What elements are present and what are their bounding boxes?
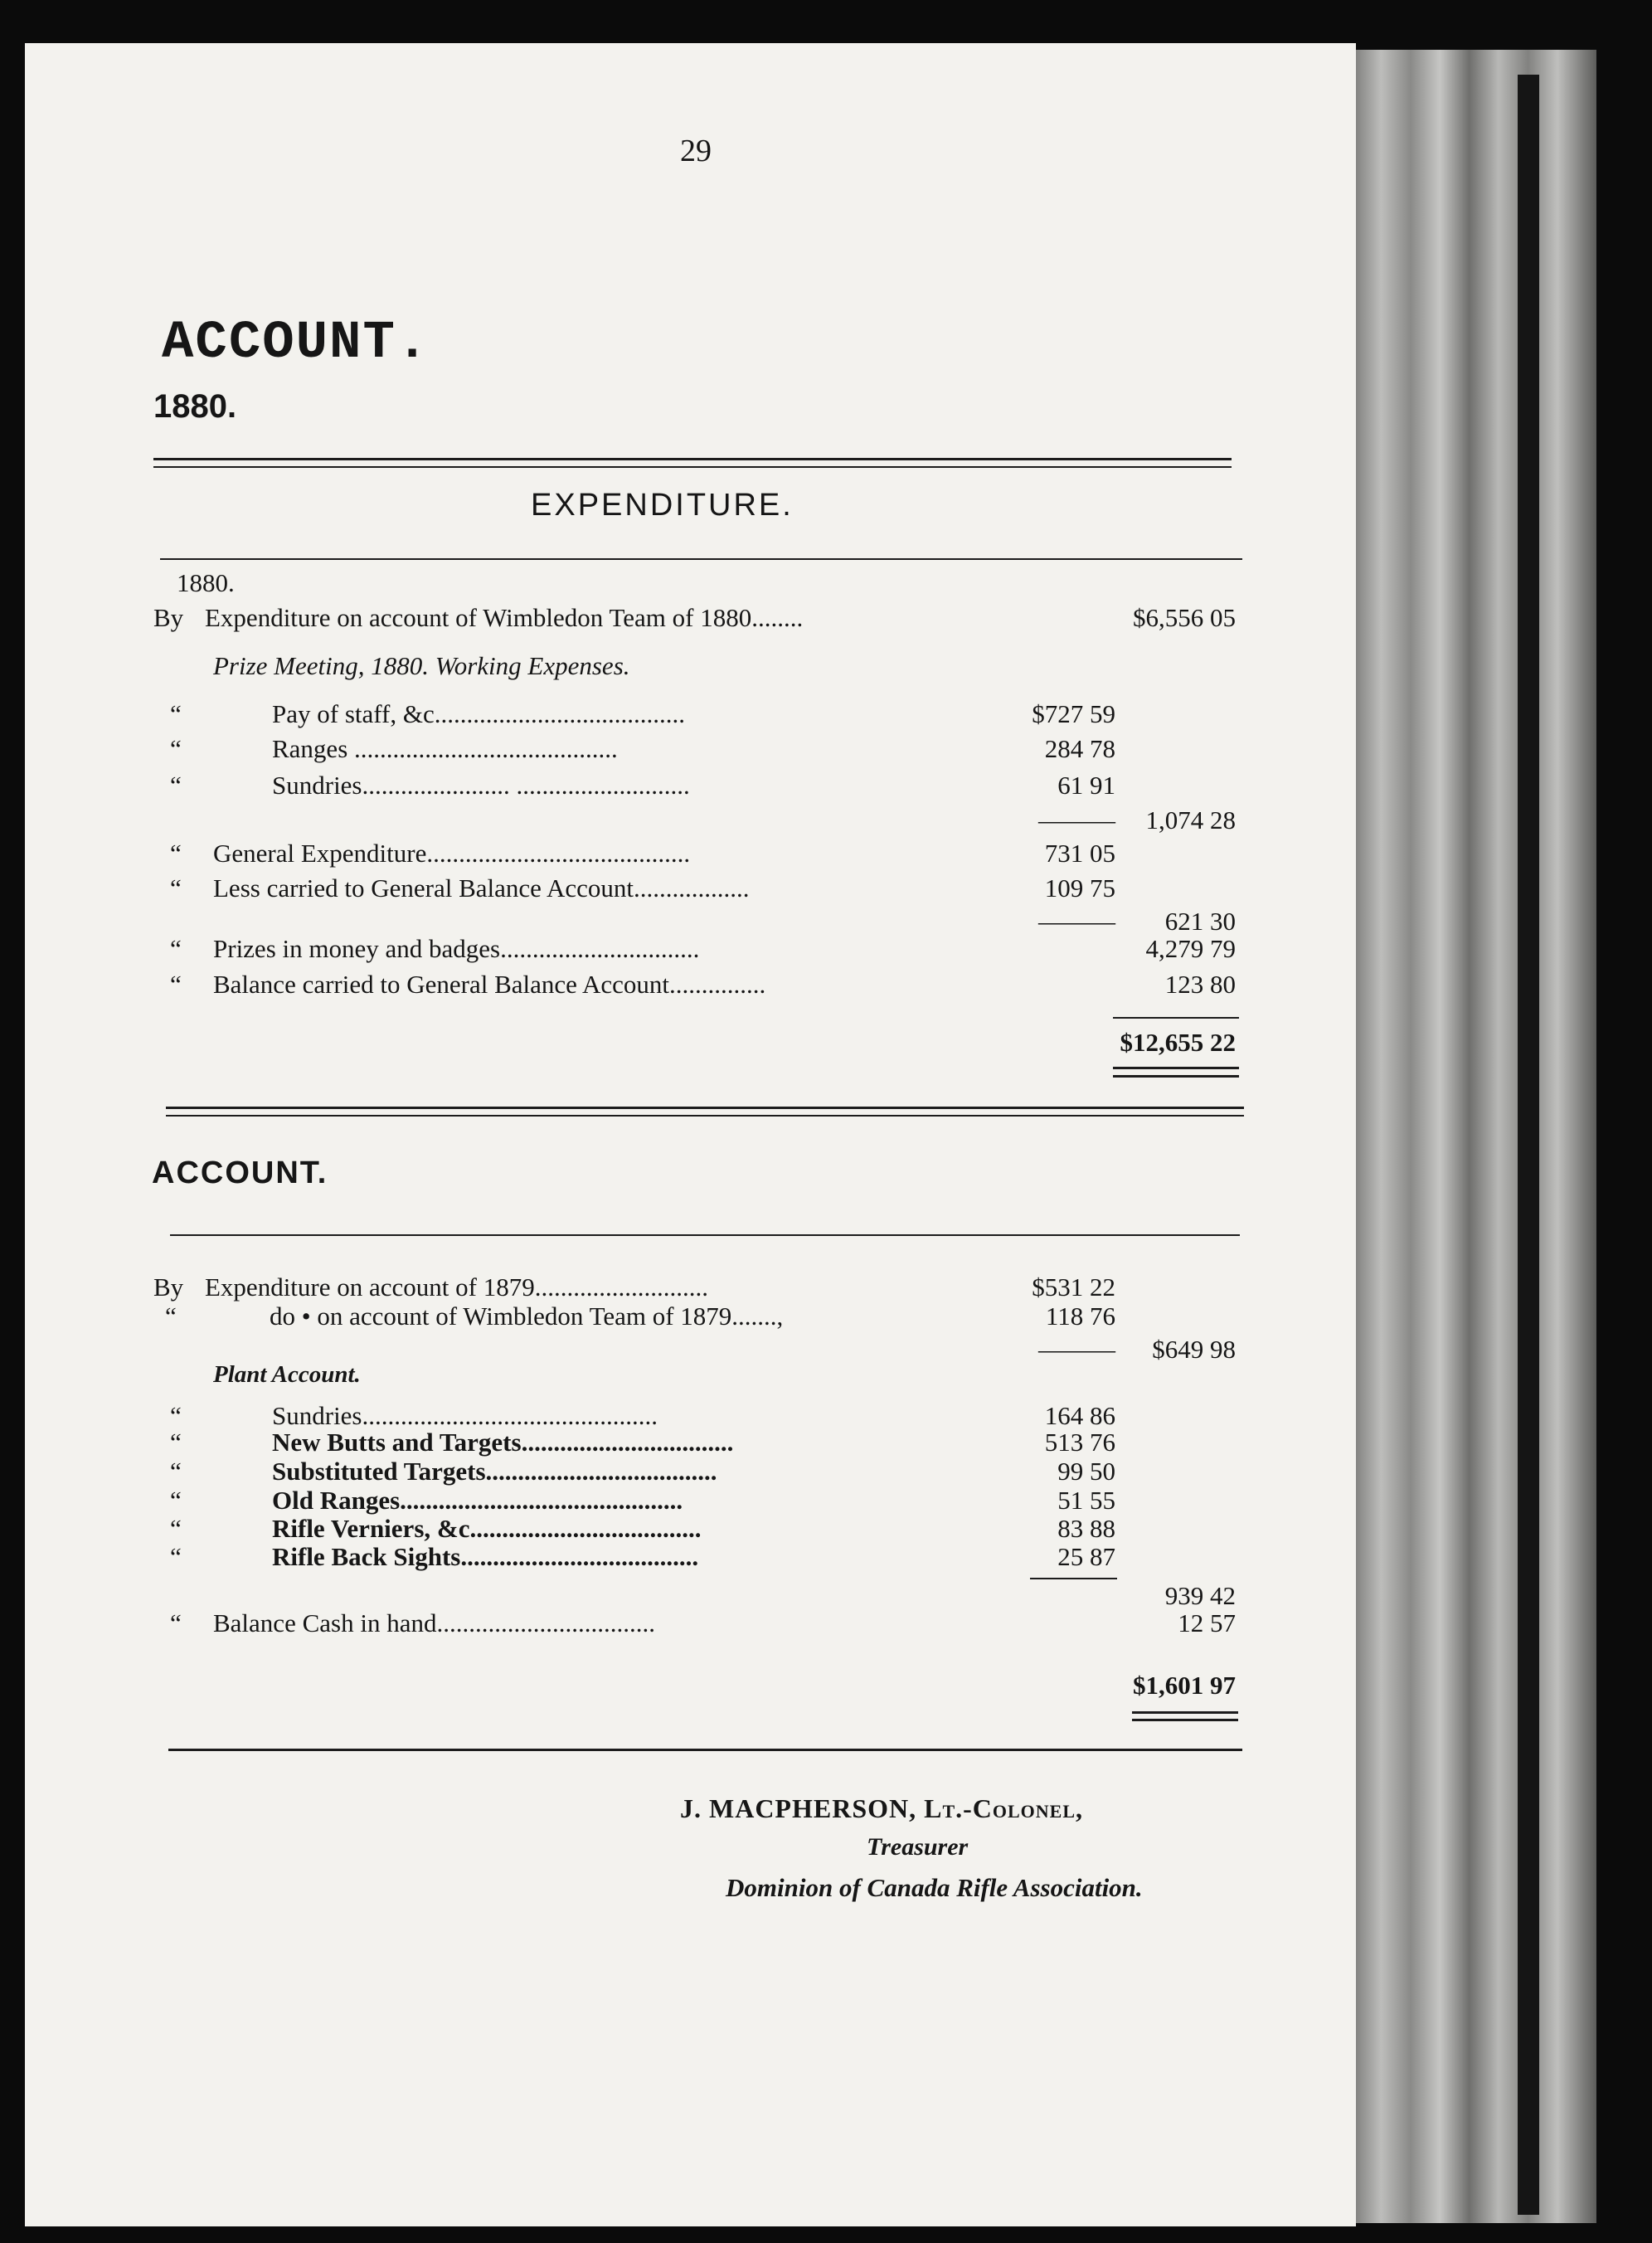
row-amount-inner: 284 78 (1044, 734, 1115, 763)
row-amount-inner: 164 86 (1044, 1401, 1115, 1430)
ledger-row (153, 1273, 1236, 1302)
row-amount-inner: 109 75 (1044, 873, 1115, 903)
row-label: Sundries.............................................. (272, 1401, 658, 1430)
expenditure-header-rule (160, 558, 1242, 560)
row-mark: By (153, 1272, 184, 1302)
total-double-rule-1 (1113, 1067, 1239, 1069)
row-label: Less carried to General Balance Account.................. (213, 873, 750, 903)
ledger-subtotal-row (153, 1582, 1236, 1610)
expenditure-year-label: 1880. (177, 568, 235, 597)
row-amount-outer: 939 42 (1164, 1581, 1236, 1610)
row-amount-inner: 99 50 (1057, 1457, 1115, 1486)
row-label: Pay of staff, &c....................................... (272, 699, 685, 728)
row-label: Expenditure on account of Wimbledon Team of 1880........ (205, 603, 804, 632)
row-label: Ranges ......................................... (272, 734, 618, 763)
page-heading-year: 1880. (153, 388, 237, 425)
row-label: New Butts and Targets................................. (272, 1428, 734, 1457)
account-header-rule (170, 1234, 1240, 1236)
row-amount-inner: 83 88 (1057, 1514, 1115, 1543)
row-mark: “ (170, 1457, 182, 1486)
row-mark: “ (170, 839, 182, 868)
row-amount-outer: $6,556 05 (1133, 603, 1236, 632)
double-rule-top-1 (153, 458, 1232, 460)
row-label: Balance Cash in hand.................................. (213, 1608, 655, 1637)
signature-title: Treasurer (867, 1833, 969, 1861)
plant-subtotal-rule (1030, 1578, 1117, 1579)
book-edge-gap (1518, 75, 1539, 2215)
ledger-row (153, 1302, 1236, 1331)
section-divider-1 (166, 1107, 1244, 1109)
signature-organization: Dominion of Canada Rifle Association. (726, 1873, 1143, 1902)
row-label: Rifle Verniers, &c.................................... (272, 1514, 702, 1543)
ledger-row (153, 700, 1236, 728)
row-amount-outer: 621 30 (1164, 907, 1236, 936)
row-amount-inner: ——— (1038, 805, 1115, 834)
closing-rule (168, 1749, 1242, 1751)
signature-name: J. MACPHERSON, (680, 1793, 917, 1823)
ledger-row (153, 935, 1236, 963)
row-amount-inner: 25 87 (1057, 1542, 1115, 1571)
row-mark: “ (170, 873, 182, 903)
ledger-row (153, 735, 1236, 763)
row-mark: “ (170, 970, 182, 999)
ledger-row (153, 839, 1236, 868)
row-mark: “ (170, 1401, 182, 1430)
ledger-row (153, 1486, 1236, 1515)
section-divider-2 (166, 1115, 1244, 1117)
row-mark: “ (170, 771, 182, 800)
row-mark: “ (170, 1486, 182, 1515)
row-label: Sundries....................... ........................... (272, 771, 690, 800)
page-number: 29 (680, 134, 712, 168)
row-amount-inner: 731 05 (1044, 839, 1115, 868)
total-top-rule (1113, 1017, 1239, 1019)
ledger-row (153, 1515, 1236, 1543)
ledger-total-row (153, 1029, 1236, 1057)
ledger-row (153, 1543, 1236, 1571)
row-mark: “ (170, 1514, 182, 1543)
row-label: Balance carried to General Balance Account............... (213, 970, 766, 999)
row-amount-outer: 123 80 (1164, 970, 1236, 999)
ledger-row (153, 771, 1236, 800)
book-page-edges (1352, 50, 1596, 2223)
ledger-row (153, 604, 1236, 632)
double-rule-top-2 (153, 466, 1232, 468)
expenditure-title: EXPENDITURE. (531, 488, 794, 523)
row-amount-inner: ——— (1038, 907, 1115, 936)
signature-line (680, 1793, 1083, 1824)
ledger-row (153, 1428, 1236, 1457)
row-amount-outer: 12 57 (1178, 1608, 1236, 1637)
ledger-row (153, 1402, 1236, 1430)
row-mark: “ (170, 1428, 182, 1457)
row-mark: “ (170, 934, 182, 963)
expenditure-total: $12,655 22 (1120, 1028, 1236, 1057)
row-label: Expenditure on account of 1879........................... (205, 1272, 708, 1302)
row-label: Plant Account. (213, 1361, 361, 1388)
row-amount-outer: $649 98 (1152, 1335, 1236, 1364)
signature-rank: Lt.-Colonel, (924, 1793, 1084, 1823)
row-amount-outer: 1,074 28 (1145, 805, 1236, 834)
ledger-subtotal-row (153, 1336, 1236, 1364)
ledger-row (153, 874, 1236, 903)
row-amount-inner: $531 22 (1032, 1272, 1115, 1302)
ledger-row (153, 971, 1236, 999)
row-mark: “ (170, 1608, 182, 1637)
account-total-rule-1 (1132, 1711, 1238, 1714)
row-amount-inner: ——— (1038, 1335, 1115, 1364)
row-mark: “ (170, 699, 182, 728)
row-amount-inner: 118 76 (1045, 1302, 1115, 1331)
account-title: ACCOUNT. (152, 1156, 328, 1190)
row-label: General Expenditure......................................... (213, 839, 691, 868)
row-amount-outer: 4,279 79 (1145, 934, 1236, 963)
row-label: Old Ranges............................................ (272, 1486, 683, 1515)
row-label: Rifle Back Sights..................................... (272, 1542, 699, 1571)
row-label: Substituted Targets.................................... (272, 1457, 717, 1486)
row-amount-inner: $727 59 (1032, 699, 1115, 728)
row-label: Prize Meeting, 1880. Working Expenses. (213, 651, 630, 680)
ledger-subtotal-row (153, 907, 1236, 936)
row-amount-inner: 51 55 (1057, 1486, 1115, 1515)
ledger-subheading (153, 1360, 1236, 1389)
row-mark: “ (170, 734, 182, 763)
ledger-row (153, 1457, 1236, 1486)
ledger-subtotal-row (153, 806, 1236, 834)
row-label: Prizes in money and badges............................... (213, 934, 700, 963)
row-label: do • on account of Wimbledon Team of 1879......., (270, 1302, 784, 1331)
page-heading-title: ACCOUNT. (162, 314, 430, 373)
row-amount-inner: 61 91 (1057, 771, 1115, 800)
ledger-subheading (153, 652, 1236, 680)
account-total-rule-2 (1132, 1719, 1238, 1721)
account-total: $1,601 97 (1133, 1671, 1236, 1700)
row-amount-inner: 513 76 (1044, 1428, 1115, 1457)
total-double-rule-2 (1113, 1075, 1239, 1078)
row-mark: By (153, 603, 184, 632)
row-mark: “ (170, 1542, 182, 1571)
ledger-row (153, 1609, 1236, 1637)
ledger-total-row (153, 1671, 1236, 1700)
row-mark: “ (165, 1302, 177, 1331)
